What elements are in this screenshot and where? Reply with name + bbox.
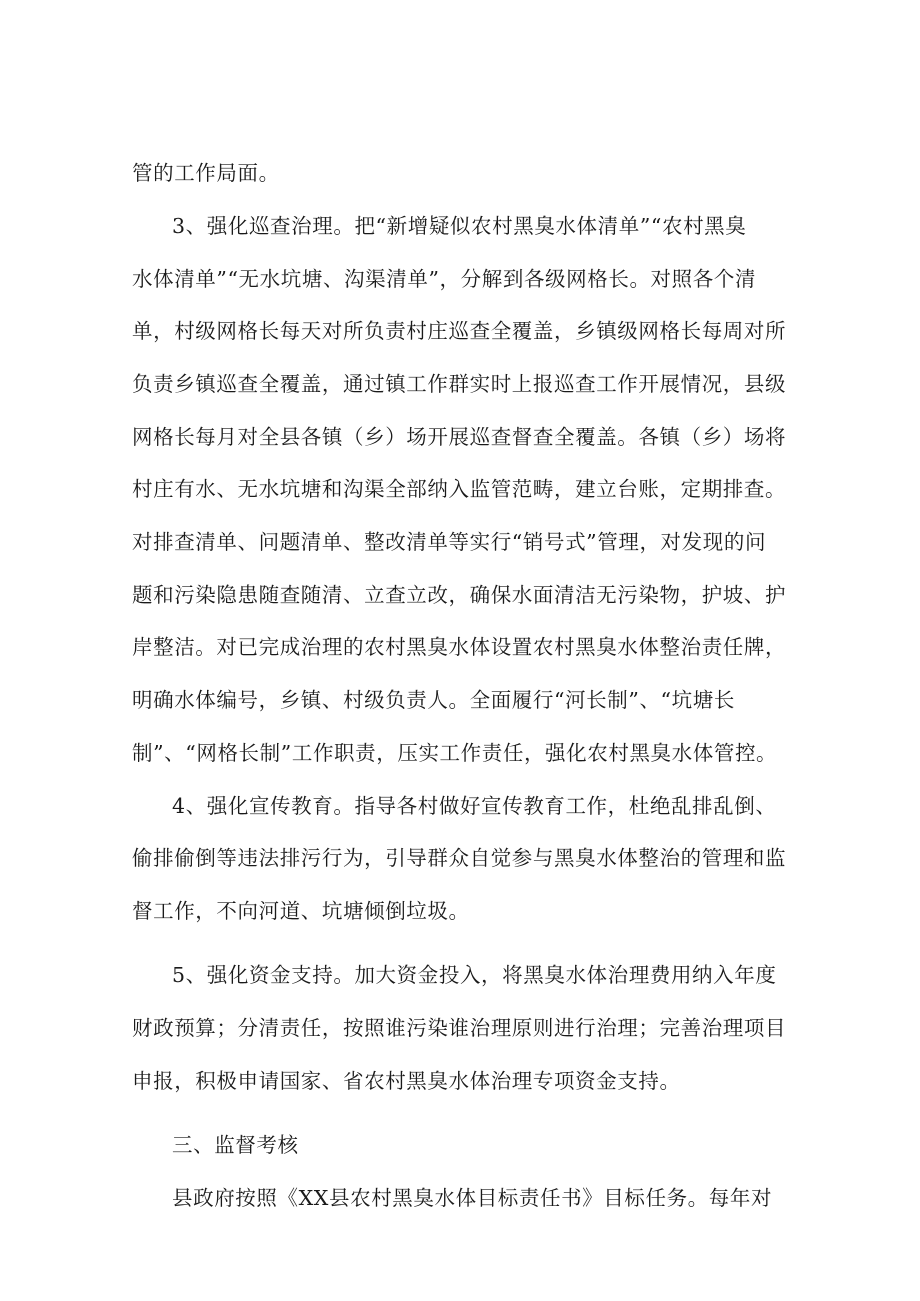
paragraph-5-line-1: 5、强化资金支持。加大资金投入，将黑臭水体治理费用纳入年度 xyxy=(172,963,777,987)
paragraph-3-line-10: 明确水体编号，乡镇、村级负责人。全面履行“河长制”、“坑塘长 xyxy=(132,688,735,712)
paragraph-5-line-3: 申报，积极申请国家、省农村黑臭水体治理专项资金支持。 xyxy=(132,1069,681,1093)
paragraph-3-line-4: 负责乡镇巡查全覆盖，通过镇工作群实时上报巡查工作开展情况，县级 xyxy=(132,372,787,396)
paragraph-3-line-5: 网格长每月对全县各镇（乡）场开展巡查督查全覆盖。各镇（乡）场将 xyxy=(132,425,787,449)
section-3-line-1: 县政府按照《XX县农村黑臭水体目标责任书》目标任务。每年对 xyxy=(172,1186,773,1210)
paragraph-3-line-6: 村庄有水、无水坑塘和沟渠全部纳入监管范畴，建立台账，定期排查。 xyxy=(132,477,787,501)
paragraph-3-line-8: 题和污染隐患随查随清、立查立改，确保水面清洁无污染物，护坡、护 xyxy=(132,583,787,607)
paragraph-3-line-9: 岸整洁。对已完成治理的农村黑臭水体设置农村黑臭水体整治责任牌， xyxy=(132,635,787,659)
paragraph-4-line-1: 4、强化宣传教育。指导各村做好宣传教育工作，杜绝乱排乱倒、 xyxy=(172,794,777,818)
paragraph-3-line-3: 单，村级网格长每天对所负责村庄巡查全覆盖，乡镇级网格长每周对所 xyxy=(132,319,787,343)
section-heading: 三、监督考核 xyxy=(172,1133,299,1157)
paragraph-5-line-2: 财政预算；分清责任，按照谁污染谁治理原则进行治理；完善治理项目 xyxy=(132,1016,787,1040)
paragraph-4-line-2: 偷排偷倒等违法排污行为，引导群众自觉参与黑臭水体整治的管理和监 xyxy=(132,846,787,870)
paragraph-3-line-2: 水体清单”“无水坑塘、沟渠清单”，分解到各级网格长。对照各个清 xyxy=(132,267,757,291)
paragraph-4-line-3: 督工作，不向河道、坑塘倾倒垃圾。 xyxy=(132,899,470,923)
paragraph-3-line-7: 对排查清单、问题清单、整改清单等实行“销号式”管理，对发现的问 xyxy=(132,530,767,554)
text-line-continuation: 管的工作局面。 xyxy=(132,161,280,185)
paragraph-3-line-1: 3、强化巡查治理。把“新增疑似农村黑臭水体清单”“农村黑臭 xyxy=(172,214,747,238)
paragraph-3-line-11: 制”、“网格长制”工作职责，压实工作责任，强化农村黑臭水体管控。 xyxy=(132,741,778,765)
